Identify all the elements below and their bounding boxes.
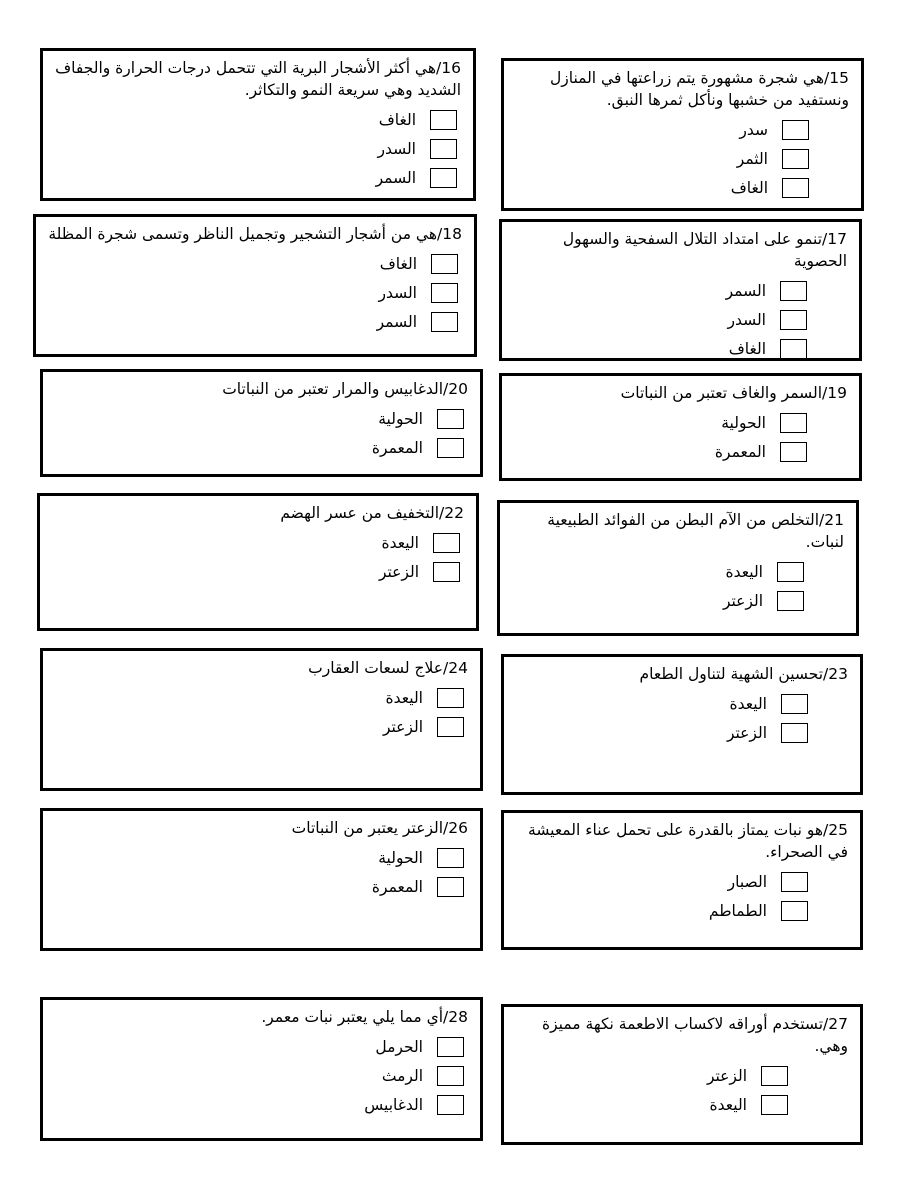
checkbox[interactable] [437, 688, 464, 708]
option[interactable]: الزعتر [55, 712, 468, 741]
checkbox[interactable] [431, 312, 458, 332]
option[interactable]: السمر [48, 307, 462, 336]
checkbox[interactable] [780, 310, 807, 330]
question-19 [499, 373, 862, 481]
question-25 [501, 810, 863, 950]
checkbox[interactable] [780, 413, 807, 433]
checkbox[interactable] [782, 120, 809, 140]
option[interactable]: الزعتر [52, 557, 464, 586]
option[interactable]: المعمرة [55, 872, 468, 901]
question-22-text: 22/التخفيف من عسر الهضم [280, 504, 464, 522]
option[interactable]: الحولية [514, 408, 847, 437]
checkbox[interactable] [437, 1095, 464, 1115]
checkbox[interactable] [433, 562, 460, 582]
question-28 [40, 997, 483, 1141]
question-28-text: 28/أي مما يلي يعتبر نبات معمر. [261, 1008, 468, 1026]
question-18 [33, 214, 477, 357]
option[interactable]: الغاف [514, 334, 847, 363]
checkbox[interactable] [781, 694, 808, 714]
question-22 [37, 493, 479, 631]
option[interactable]: السمر [514, 276, 847, 305]
option[interactable]: الزعتر [516, 1061, 848, 1090]
checkbox[interactable] [433, 533, 460, 553]
checkbox[interactable] [437, 409, 464, 429]
question-24-text: 24/علاج لسعات العقارب [308, 659, 468, 677]
option[interactable]: الرمث [55, 1061, 468, 1090]
question-20-text: 20/الدغابيس والمرار تعتبر من النباتات [222, 380, 468, 398]
option[interactable]: الزعتر [512, 586, 844, 615]
option[interactable]: السمر [55, 163, 461, 192]
option[interactable]: السدر [55, 134, 461, 163]
checkbox[interactable] [780, 339, 807, 359]
option[interactable]: الغاف [516, 173, 849, 202]
option[interactable]: الحولية [55, 404, 468, 433]
question-21 [497, 500, 859, 636]
question-17 [499, 219, 862, 361]
checkbox[interactable] [781, 872, 808, 892]
checkbox[interactable] [777, 591, 804, 611]
checkbox[interactable] [782, 178, 809, 198]
option[interactable]: اليعدة [55, 683, 468, 712]
question-26 [40, 808, 483, 951]
question-27 [501, 1004, 863, 1145]
checkbox[interactable] [437, 1037, 464, 1057]
checkbox[interactable] [780, 442, 807, 462]
option[interactable]: الزعتر [516, 718, 848, 747]
option[interactable]: اليعدة [516, 689, 848, 718]
checkbox[interactable] [781, 901, 808, 921]
option[interactable]: الطماطم [516, 896, 848, 925]
question-26-text: 26/الزعتر يعتبر من النباتات [291, 819, 468, 837]
question-21-text: 21/التخلص من الآم البطن من الفوائد الطبيعية لنبات. [547, 511, 844, 551]
option[interactable]: الدغابيس [55, 1090, 468, 1119]
checkbox[interactable] [761, 1095, 788, 1115]
option[interactable]: اليعدة [516, 1090, 848, 1119]
option[interactable]: المعمرة [55, 433, 468, 462]
checkbox[interactable] [780, 281, 807, 301]
checkbox[interactable] [437, 877, 464, 897]
option[interactable]: السدر [48, 278, 462, 307]
question-18-text: 18/هي من أشجار التشجير وتجميل الناظر وتسمى شجرة المظلة [48, 225, 462, 243]
question-19-text: 19/السمر والغاف تعتبر من النباتات [620, 384, 847, 402]
option[interactable]: الغاف [55, 105, 461, 134]
question-24 [40, 648, 483, 791]
question-17-text: 17/تنمو على امتداد التلال السفحية والسهول الحصوية [562, 230, 847, 270]
checkbox[interactable] [437, 438, 464, 458]
checkbox[interactable] [430, 139, 457, 159]
question-25-text: 25/هو نبات يمتاز بالقدرة على تحمل عناء المعيشة في الصحراء. [528, 821, 848, 861]
checkbox[interactable] [782, 149, 809, 169]
option[interactable]: اليعدة [52, 528, 464, 557]
option[interactable]: اليعدة [512, 557, 844, 586]
question-20 [40, 369, 483, 477]
checkbox[interactable] [437, 848, 464, 868]
checkbox[interactable] [431, 283, 458, 303]
option[interactable]: الحرمل [55, 1032, 468, 1061]
question-16-text: 16/هي أكثر الأشجار البرية التي تتحمل درجات الحرارة والجفاف الشديد وهي سريعة النمو والتكاثر. [55, 59, 461, 99]
option[interactable]: الحولية [55, 843, 468, 872]
option[interactable]: الصبار [516, 867, 848, 896]
option[interactable]: سدر [516, 115, 849, 144]
checkbox[interactable] [777, 562, 804, 582]
question-23 [501, 654, 863, 795]
checkbox[interactable] [437, 1066, 464, 1086]
checkbox[interactable] [431, 254, 458, 274]
checkbox[interactable] [761, 1066, 788, 1086]
checkbox[interactable] [430, 110, 457, 130]
question-16 [40, 48, 476, 201]
option[interactable]: الثمر [516, 144, 849, 173]
checkbox[interactable] [430, 168, 457, 188]
option[interactable]: المعمرة [514, 437, 847, 466]
question-27-text: 27/تستخدم أوراقه لاكساب الاطعمة نكهة مميزة وهي. [542, 1015, 848, 1055]
question-15-text: 15/هي شجرة مشهورة يتم زراعتها في المنازل ونستفيد من خشبها ونأكل ثمرها النبق. [549, 69, 849, 109]
question-23-text: 23/تحسين الشهية لتناول الطعام [639, 665, 848, 683]
checkbox[interactable] [437, 717, 464, 737]
option[interactable]: الغاف [48, 249, 462, 278]
option[interactable]: السدر [514, 305, 847, 334]
question-15 [501, 58, 864, 211]
checkbox[interactable] [781, 723, 808, 743]
